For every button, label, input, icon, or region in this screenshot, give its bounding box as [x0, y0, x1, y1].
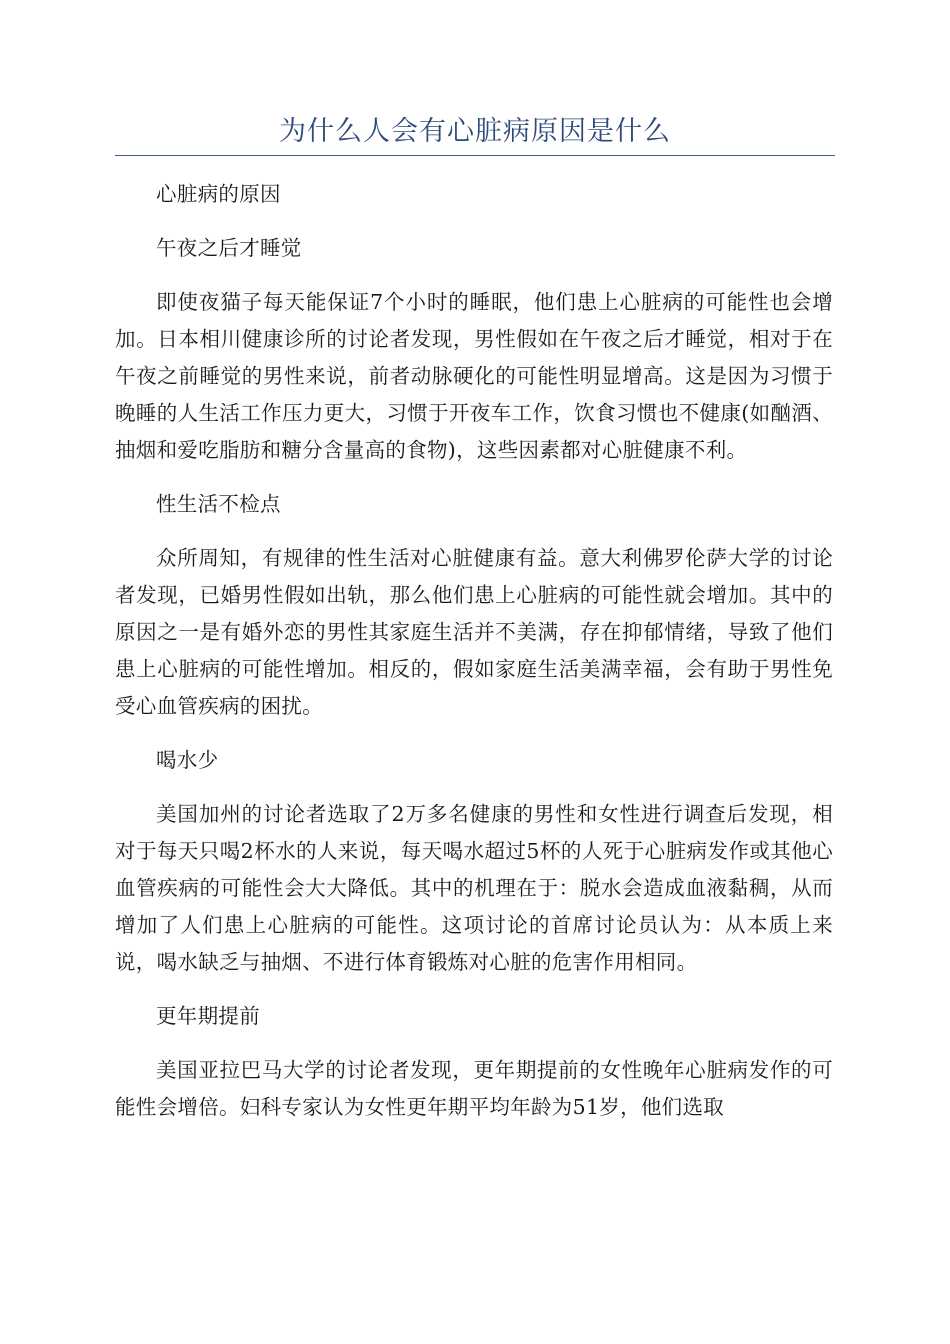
paragraph-sexual-life: 众所周知，有规律的性生活对心脏健康有益。意大利佛罗伦萨大学的讨论者发现，已婚男性假如出轨，那么他们患上心脏病的可能性就会增加。其中的原因之一是有婚外恋的男性其家庭生活并不美满，存在抑郁情绪，导致了他们患上心脏病的可能性增加。相反的，假如家庭生活美满幸福，会有助于男性免受心血管疾病的困扰。 — [115, 546, 833, 718]
section-heading-causes: 心脏病的原因 — [156, 182, 281, 206]
section-heading-late-sleep: 午夜之后才睡觉 — [156, 236, 302, 260]
paragraph-less-water: 美国加州的讨论者选取了2万多名健康的男性和女性进行调查后发现，相对于每天只喝2杯水的人来说，每天喝水超过5杯的人死于心脏病发作或其他心血管疾病的可能性会大大降低。其中的机理在于：脱水会造成血液黏稠，从而增加了人们患上心脏病的可能性。这项讨论的首席讨论员认为：从本质上来说，喝水缺乏与抽烟、不进行体育锻炼对心脏的危害作用相同。 — [115, 802, 833, 974]
page-title: 为什么人会有心脏病原因是什么 — [279, 116, 671, 147]
section-heading-early-menopause: 更年期提前 — [156, 1004, 260, 1028]
title-underline — [115, 155, 835, 156]
document-body — [115, 176, 833, 1126]
section-heading-sexual-life: 性生活不检点 — [156, 492, 281, 516]
section-heading-less-water: 喝水少 — [156, 748, 219, 772]
paragraph-early-menopause: 美国亚拉巴马大学的讨论者发现，更年期提前的女性晚年心脏病发作的可能性会增倍。妇科专家认为女性更年期平均年龄为51岁，他们选取 — [115, 1058, 833, 1119]
paragraph-late-sleep: 即使夜猫子每天能保证7个小时的睡眠，他们患上心脏病的可能性也会增加。日本相川健康诊所的讨论者发现，男性假如在午夜之后才睡觉，相对于在午夜之前睡觉的男性来说，前者动脉硬化的可能性明显增高。这是因为习惯于晚睡的人生活工作压力更大，习惯于开夜车工作，饮食习惯也不健康(如酗酒、抽烟和爱吃脂肪和糖分含量高的食物)，这些因素都对心脏健康不利。 — [115, 290, 833, 462]
